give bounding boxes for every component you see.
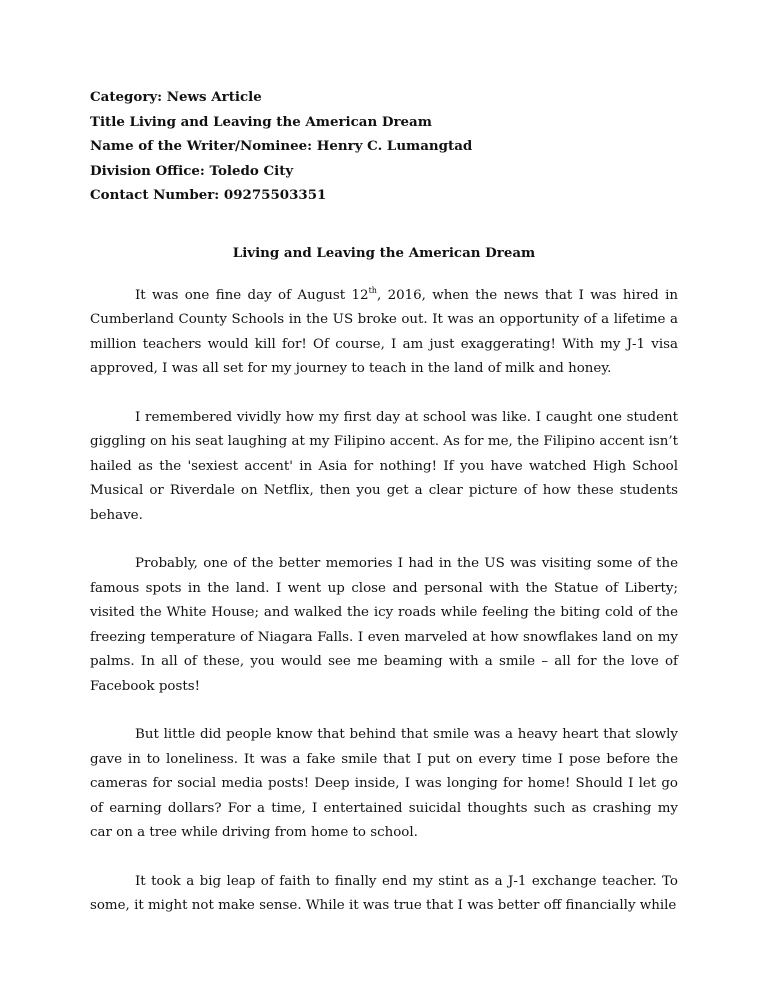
paragraph-3: Probably, one of the better memories I had in the US was visiting some of the famous spots in the land. I went up close and personal with the Statue of Liberty; visited the White House; and walked the icy roads while feeling the biting cold of the freezing temperature of Niagara Falls. I even marveled at how snowflakes land on my palms. In all of these, you would see me beaming with a smile – all for the love of Facebook posts! xyxy=(90,556,678,694)
submission-details xyxy=(90,85,678,208)
article-title: Living and Leaving the American Dream xyxy=(232,244,536,261)
paragraph-1-start: It was one fine day of August 12 xyxy=(135,287,369,303)
writer-line: Name of the Writer/Nominee: Henry C. Lumangtad xyxy=(90,138,473,154)
ordinal-suffix: th xyxy=(368,285,377,295)
title-line: Title Living and Leaving the American Dream xyxy=(90,113,432,130)
division-line: Division Office: Toledo City xyxy=(90,162,294,179)
document-page xyxy=(90,85,678,919)
paragraph-1 xyxy=(90,284,678,382)
paragraph-5: It took a big leap of faith to finally end my stint as a J-1 exchange teacher. To some, it might not make sense. While it was true that I was better off financially while xyxy=(90,873,678,913)
category-line: Category: News Article xyxy=(90,89,262,105)
paragraph-2: I remembered vividly how my first day at school was like. I caught one student giggling on his seat laughing at my Filipino accent. As for me, the Filipino accent isn’t hailed as the 'sexiest accent' in Asia for nothing! If you have watched High School Musical or Riverdale on Netflix, then you get a clear picture of how these students behave. xyxy=(90,409,678,523)
article-body xyxy=(90,284,678,919)
paragraph-1-rest: , 2016, when the news that I was hired in Cumberland County Schools in the US broke out. It was an opportunity of a lifetime a million teachers would kill for! Of course, I am just exaggerating! With my J-1 visa approved, I was all set for my journey to teach in the land of milk and honey. xyxy=(90,287,678,376)
contact-line: Contact Number: 09275503351 xyxy=(90,187,327,203)
paragraph-4: But little did people know that behind that smile was a heavy heart that slowly gave in to loneliness. It was a fake smile that I put on every time I pose before the cameras for social media posts! Deep inside, I was longing for home! Should I let go of earning dollars? For a time, I entertained suicidal thoughts such as crashing my car on a tree while driving from home to school. xyxy=(90,727,678,840)
